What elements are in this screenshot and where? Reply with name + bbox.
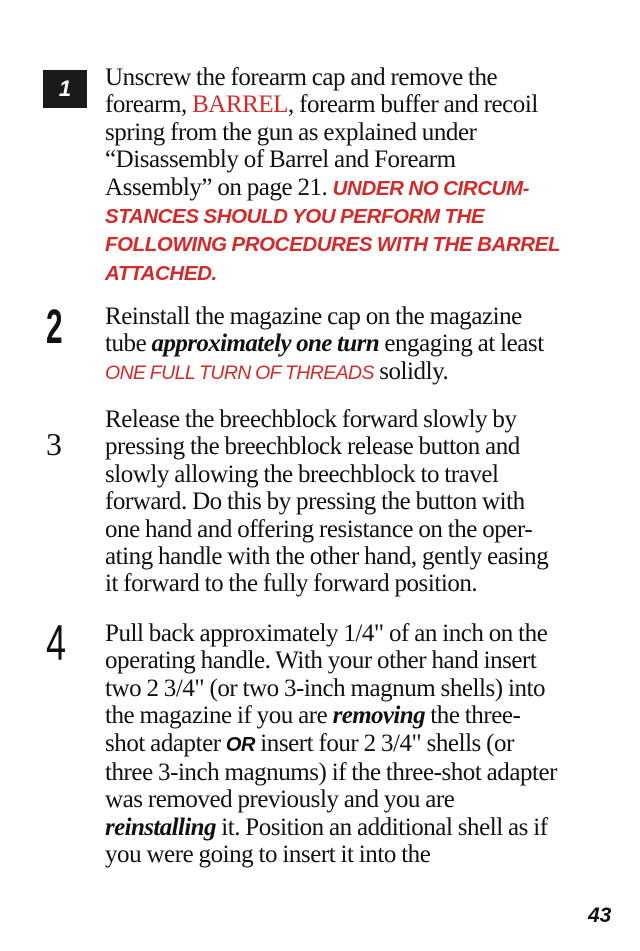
step-2-caps-callout: ONE FULL TURN OF THREADS [105,361,374,384]
step-4-text [105,620,560,869]
page-number: 43 [588,904,612,927]
step-2-text [105,303,560,387]
step-4-text-b: the three-shot adapter [105,702,521,757]
step-4-or: OR [225,733,255,756]
step-4-emphasis-removing: removing [332,702,425,730]
step-2-number: 2 [46,301,63,354]
step-2-emphasis: approximately one turn [151,330,380,358]
step-4-text-c: insert four 2 3/4" shells (or three 3-inch magnums) if the three-shot adapter was removed previously and you are [105,729,558,814]
barrel-highlight: BARREL [192,91,288,119]
step-1-text-b: , forearm buffer and recoil spring from the gun as explained under “Disassembly of Barrel and Forearm Assembly” on page 21. [105,91,538,201]
step-2-text-b: engaging at least [379,330,544,358]
step-1-warning: UNDER NO CIRCUM-STANCES SHOULD YOU PERFORM THE FOLLOWING PROCEDURES WITH THE BARREL ATTACHED. [105,176,560,285]
step-2-text-c: solidly. [373,357,449,385]
step-3-number: 3 [46,426,62,462]
step-4-text-a: Pull back approximately 1/4" of an inch on the operating handle. With your other hand insert two 2 3/4" (or two 3-inch magnum shells) into the magazine if you are [105,620,548,730]
step-3-text: Release the breechblock forward slowly by pressing the breechblock release button and slowly allowing the breechblock to travel forward. Do this by pressing the button with one hand and offering resistance on the oper-ating handle with the other hand, gently easing it forward to the fully forward position. [105,406,549,598]
step-4-number: 4 [46,615,67,671]
step-4-text-d: it. Position an additional shell as if you were going to insert it into the [105,813,548,869]
step-1-text-a: Unscrew the forearm cap and remove the forearm, [105,64,498,119]
step-1-text [105,64,560,287]
step-1-number-badge: 1 [43,70,87,108]
step-2-text-a: Reinstall the magazine cap on the magazine tube [105,303,522,358]
step-4-emphasis-reinstalling: reinstalling [105,813,216,841]
